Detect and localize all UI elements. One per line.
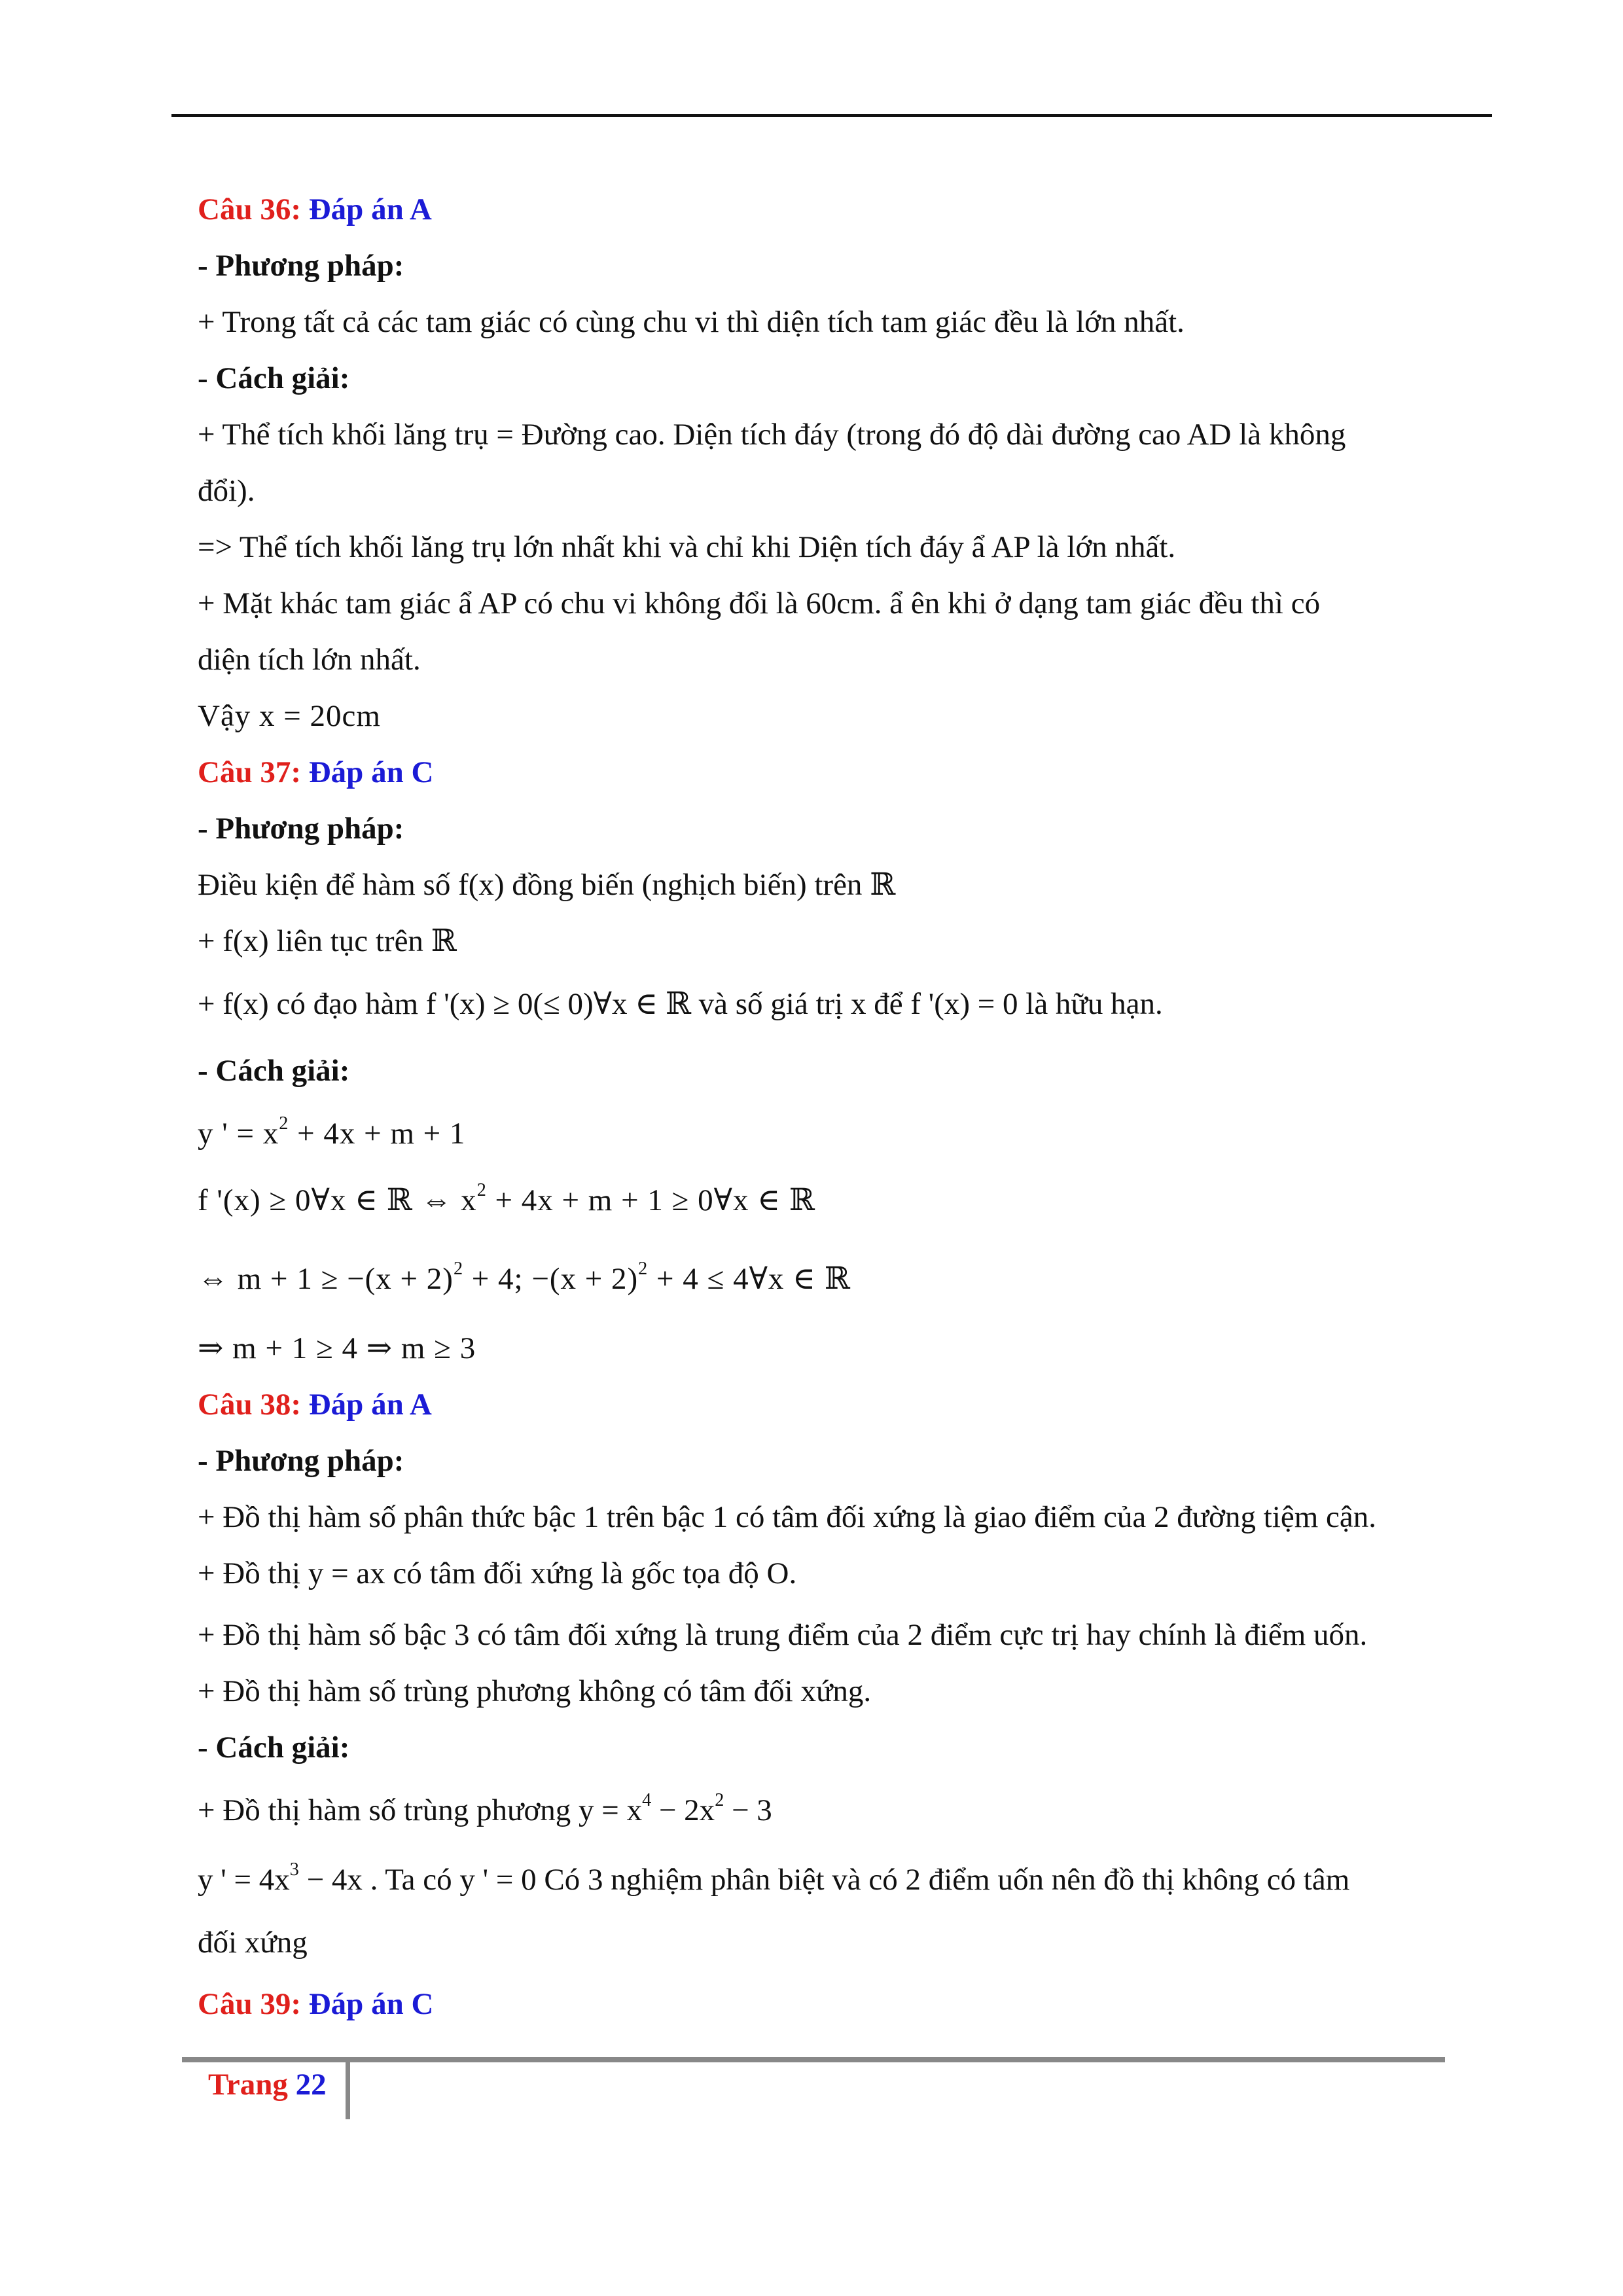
question-39-answer: Đáp án C: [308, 1987, 434, 2021]
question-38-heading: [198, 1385, 432, 1424]
question-39-heading: [198, 1984, 433, 2024]
method-line: + Đồ thị hàm số trùng phương không có tâm đối xứng.: [198, 1674, 872, 1708]
solution-line: + Thể tích khối lăng trụ = Đường cao. Diện tích đáy (trong đó độ dài đường cao AD là không: [198, 418, 1346, 452]
exponent: 2: [638, 1259, 649, 1279]
formula-part: − 4x . Ta có y ' = 0 Có 3 nghiệm phân biệt và có 2 điểm uốn nên đồ thị không có tâm: [298, 1863, 1350, 1897]
solution-heading: - Cách giải:: [198, 361, 350, 395]
method-line: + f(x) liên tục trên ℝ: [198, 924, 457, 958]
question-37-label: Câu 37:: [198, 755, 301, 789]
exponent: 4: [642, 1790, 652, 1810]
formula-part: − 2x: [651, 1793, 715, 1827]
solution-line: diện tích lớn nhất.: [198, 643, 421, 677]
formula-part: f '(x) ≥ 0∀x ∈ ℝ ⇔ x: [198, 1183, 477, 1217]
formula-part: + 4x + m + 1: [289, 1117, 466, 1151]
formula-line: [198, 1259, 851, 1299]
question-36-answer: Đáp án A: [308, 192, 432, 226]
solution-heading: - Cách giải:: [198, 1054, 350, 1088]
question-37-heading: [198, 753, 433, 792]
solution-line: => Thể tích khối lăng trụ lớn nhất khi và chỉ khi Diện tích đáy ẩ AP là lớn nhất.: [198, 530, 1176, 564]
formula-part: y ' = 4x: [198, 1863, 290, 1897]
formula-part: ⇔ m + 1 ≥ −(x + 2): [198, 1262, 454, 1296]
question-39-label: Câu 39:: [198, 1987, 301, 2021]
formula-line: [198, 1114, 465, 1153]
solution-line: [198, 1860, 1349, 1899]
method-heading: - Phương pháp:: [198, 1444, 404, 1478]
method-heading: - Phương pháp:: [198, 249, 404, 283]
method-line: Điều kiện để hàm số f(x) đồng biến (nghịch biến) trên ℝ: [198, 868, 896, 902]
footer-rule: [182, 2057, 1445, 2062]
question-38-answer: Đáp án A: [308, 1388, 432, 1422]
exponent: 2: [453, 1259, 464, 1279]
exponent: 2: [476, 1180, 487, 1200]
solution-line: đối xứng: [198, 1926, 308, 1960]
formula-part: + 4 ≤ 4∀x ∈ ℝ: [648, 1262, 851, 1296]
exponent: 2: [279, 1113, 289, 1134]
top-rule: [171, 114, 1492, 117]
footer-divider: [346, 2062, 350, 2119]
question-36-heading: [198, 190, 432, 229]
question-36-label: Câu 36:: [198, 192, 301, 226]
solution-line: [198, 1791, 772, 1830]
solution-line: + Mặt khác tam giác ẩ AP có chu vi không đổi là 60cm. ẩ ên khi ở dạng tam giác đều thì có: [198, 586, 1321, 620]
formula-part: y ' = x: [198, 1117, 279, 1151]
method-line: + Trong tất cả các tam giác có cùng chu vi thì diện tích tam giác đều là lớn nhất.: [198, 305, 1185, 339]
method-line: + Đồ thị hàm số bậc 3 có tâm đối xứng là trung điểm của 2 điểm cực trị hay chính là điểm uốn.: [198, 1618, 1368, 1652]
solution-line: Vậy x = 20cm: [198, 699, 381, 733]
formula-part: + 4; −(x + 2): [463, 1262, 639, 1296]
question-37-answer: Đáp án C: [308, 755, 434, 789]
formula-part: + Đồ thị hàm số trùng phương y = x: [198, 1793, 643, 1827]
exponent: 3: [289, 1859, 299, 1880]
formula-part: − 3: [724, 1793, 772, 1827]
page-label: Trang: [208, 2068, 288, 2102]
solution-heading: - Cách giải:: [198, 1731, 350, 1765]
formula-part: + 4x + m + 1 ≥ 0∀x ∈ ℝ: [486, 1183, 815, 1217]
method-line: + f(x) có đạo hàm f '(x) ≥ 0(≤ 0)∀x ∈ ℝ và số giá trị x để f '(x) = 0 là hữu hạn.: [198, 987, 1163, 1021]
formula-line: [198, 1181, 815, 1220]
page-number-value: 22: [295, 2068, 327, 2102]
method-line: + Đồ thị y = ax có tâm đối xứng là gốc tọa độ O.: [198, 1556, 797, 1590]
method-line: + Đồ thị hàm số phân thức bậc 1 trên bậc 1 có tâm đối xứng là giao điểm của 2 đường tiệm cận.: [198, 1500, 1377, 1534]
question-38-label: Câu 38:: [198, 1388, 301, 1422]
solution-line: đổi).: [198, 474, 255, 508]
formula-line: ⇒ m + 1 ≥ 4 ⇒ m ≥ 3: [198, 1331, 476, 1365]
method-heading: - Phương pháp:: [198, 812, 404, 846]
exponent: 2: [715, 1790, 724, 1810]
page-number: [208, 2067, 327, 2102]
